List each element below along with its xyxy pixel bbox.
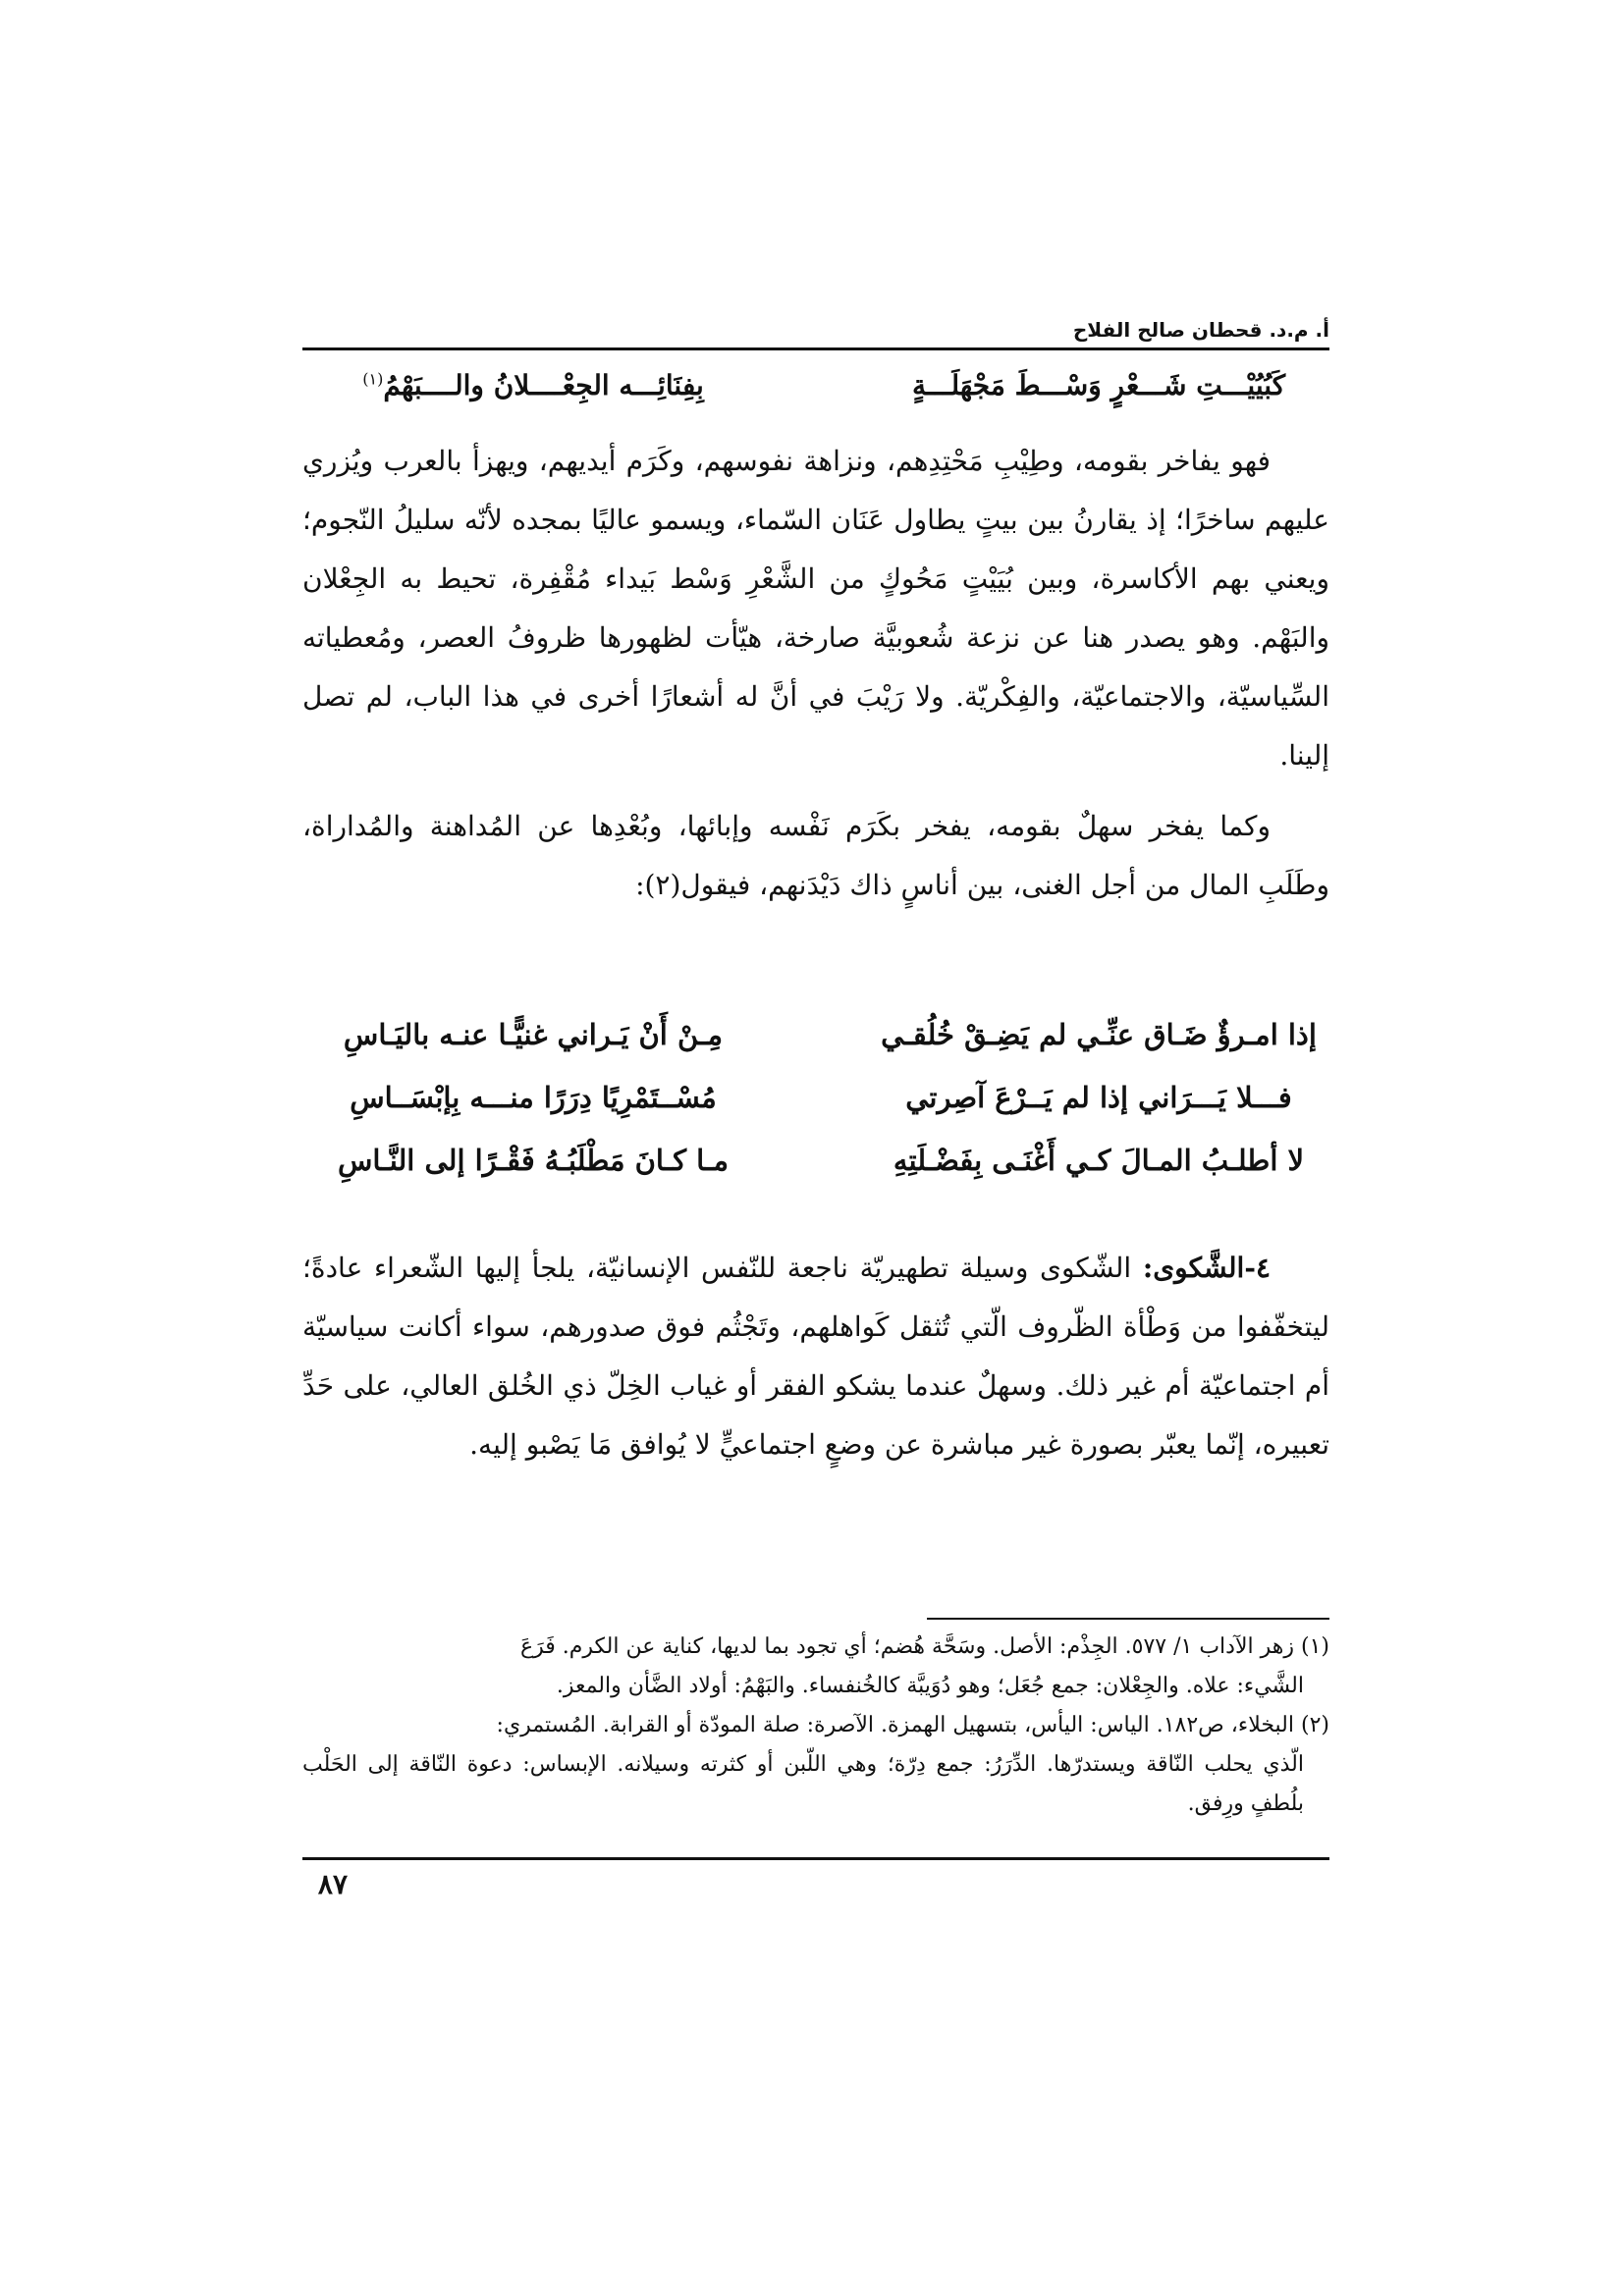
- footnote-separator: [927, 1618, 1329, 1620]
- section-term: الشَّكوى:: [1142, 1252, 1245, 1284]
- poem-line: [302, 1066, 1329, 1129]
- footnote-text: زهر الآداب ١/ ٥٧٧. الجِذْم: الأصل. وسَحَّة هُضم؛ أي تجود بما لديها، كناية عن الكرم. فَرَعَ: [519, 1634, 1294, 1659]
- poem-first-hemistich: إذا امـرؤٌ ضَـاق عنِّـي لم يَضِـقْ خُلُقـي: [881, 1018, 1317, 1051]
- footnote-text-continued: الشَّيء: علاه. والجِعْلان: جمع جُعَل؛ وهو دُوَيبَّة كالخُنفساء. والبَهْمُ: أولاد الضَّأن والمعز.: [556, 1674, 1304, 1698]
- poem-second-hemistich: مُسْــتَمْرِيًا دِرَرًا منـــه بِإبْسَــاسِ: [350, 1081, 717, 1114]
- poem-line: [302, 1003, 1329, 1066]
- section-paragraph: [302, 1239, 1329, 1474]
- opening-verse-second-hemistich: [302, 369, 764, 401]
- opening-verse: [302, 355, 1329, 414]
- header-rule: [302, 347, 1329, 350]
- section-number: ٤-: [1244, 1252, 1271, 1284]
- section-text: الشّكوى وسيلة تطهيريّة ناجعة للنّفس الإنسانيّة، يلجأ إليها الشّعراء عادةً؛ ليتخفّفوا من وَطْأة الظّروف الّتي تُثقل كَواهلهم، وتَجْثُم فوق صدورهم، سواء أكانت سياسيّة أم اجتماعيّة أم غير ذلك. وسهلٌ عندما يشكو الفقر أو غياب الخِلّ ذي الخُلق العالي، على حَدِّ تعبيره، إنّما يعبّر بصورة غير مباشرة عن وضعٍ اجتماعيٍّ لا يُوافق مَا يَصْبو إليه.: [302, 1252, 1329, 1461]
- footer-rule: [302, 1857, 1329, 1860]
- footnote-text-continued: الّذي يحلب النّاقة ويستدرّها. الدِّرَرُ: جمع دِرّة؛ وهي اللّبن أو كثرته وسيلانه. الإبساس: دعوة النّاقة إلى الحَلْب بلُطفٍ ورِفق.: [302, 1752, 1304, 1816]
- body-paragraphs: [302, 432, 1329, 915]
- footnotes: [302, 1628, 1329, 1824]
- footnote-number: (٢): [1300, 1713, 1329, 1737]
- poem-first-hemistich: فـــلا يَـــرَاني إذا لم يَــرْعَ آصِرتي: [905, 1081, 1292, 1114]
- opening-verse-second-text: بِفِنَائِـــه الجِعْــــلانُ والــــبَهْمُ: [383, 368, 704, 401]
- footnote-text: البخلاء، ص١٨٢. الياس: اليأس، بتسهيل الهمزة. الآصرة: صلة المودّة أو القرابة. المُستمري:: [496, 1713, 1294, 1737]
- footnote-1: [302, 1628, 1329, 1706]
- opening-verse-first-text: كَبُيُيْـــتِ شَـــعْرٍ وَسْـــطَ مَجْهَلَـــةٍ: [911, 368, 1286, 401]
- running-header: [302, 310, 1329, 349]
- poem-first-hemistich: لا أطلـبُ المـالَ كـي أَغْنَـى بِفَضْـلَتِهِ: [893, 1144, 1305, 1177]
- paragraph-2: وكما يفخر سهلٌ بقومه، يفخر بكَرَم نَفْسه وإبائها، وبُعْدِها عن المُداهنة والمُداراة، وطَلَبِ المال من أجل الغنى، بين أناسٍ ذاك دَيْدَنهم، فيقول(٢):: [302, 810, 1329, 901]
- header-author: أ. م.د. قحطان صالح الفلاح: [1072, 318, 1329, 342]
- footnote-ref-1[interactable]: (١): [362, 369, 384, 389]
- paragraph-1: فهو يفاخر بقومه، وطِيْبِ مَحْتِدِهم، ونزاهة نفوسهم، وكَرَم أيديهم، ويهزأ بالعرب ويُزري عليهم ساخرًا؛ إذ يقارنُ بين بيتٍ يطاول عَنَان السّماء، ويسمو عاليًا بمجده لأنّه سليلُ النّجوم؛ ويعني بهم الأكاسرة، وبين بُيَيْتٍ مَحُوكٍ من الشَّعْرِ وَسْط بَيداء مُقْفِرة، تحيط به الجِعْلان والبَهْم. وهو يصدر هنا عن نزعة شُعوبيَّة صارخة، هيّأت لظهورها ظروفُ العصر، ومُعطياته السِّياسيّة، والاجتماعيّة، والفِكْريّة. ولا رَيْبَ في أنَّ له أشعارًا أخرى في هذا الباب، لم تصل إلينا.: [302, 445, 1329, 772]
- poem-second-hemistich: مِـنْ أَنْ يَـراني غنيًّـا عنـه باليَـاسِ: [343, 1018, 724, 1051]
- footnote-2: [302, 1706, 1329, 1824]
- poem-line: [302, 1129, 1329, 1192]
- page-number: ٨٧: [317, 1868, 348, 1900]
- opening-verse-first-hemistich: [868, 369, 1329, 401]
- footnote-number: (١): [1300, 1634, 1329, 1659]
- poem: [302, 1003, 1329, 1192]
- section-complaint: [302, 1239, 1329, 1474]
- poem-second-hemistich: مـا كـانَ مَطْلَبُـهُ فَقْـرًا إلى النَّـاسِ: [337, 1144, 730, 1177]
